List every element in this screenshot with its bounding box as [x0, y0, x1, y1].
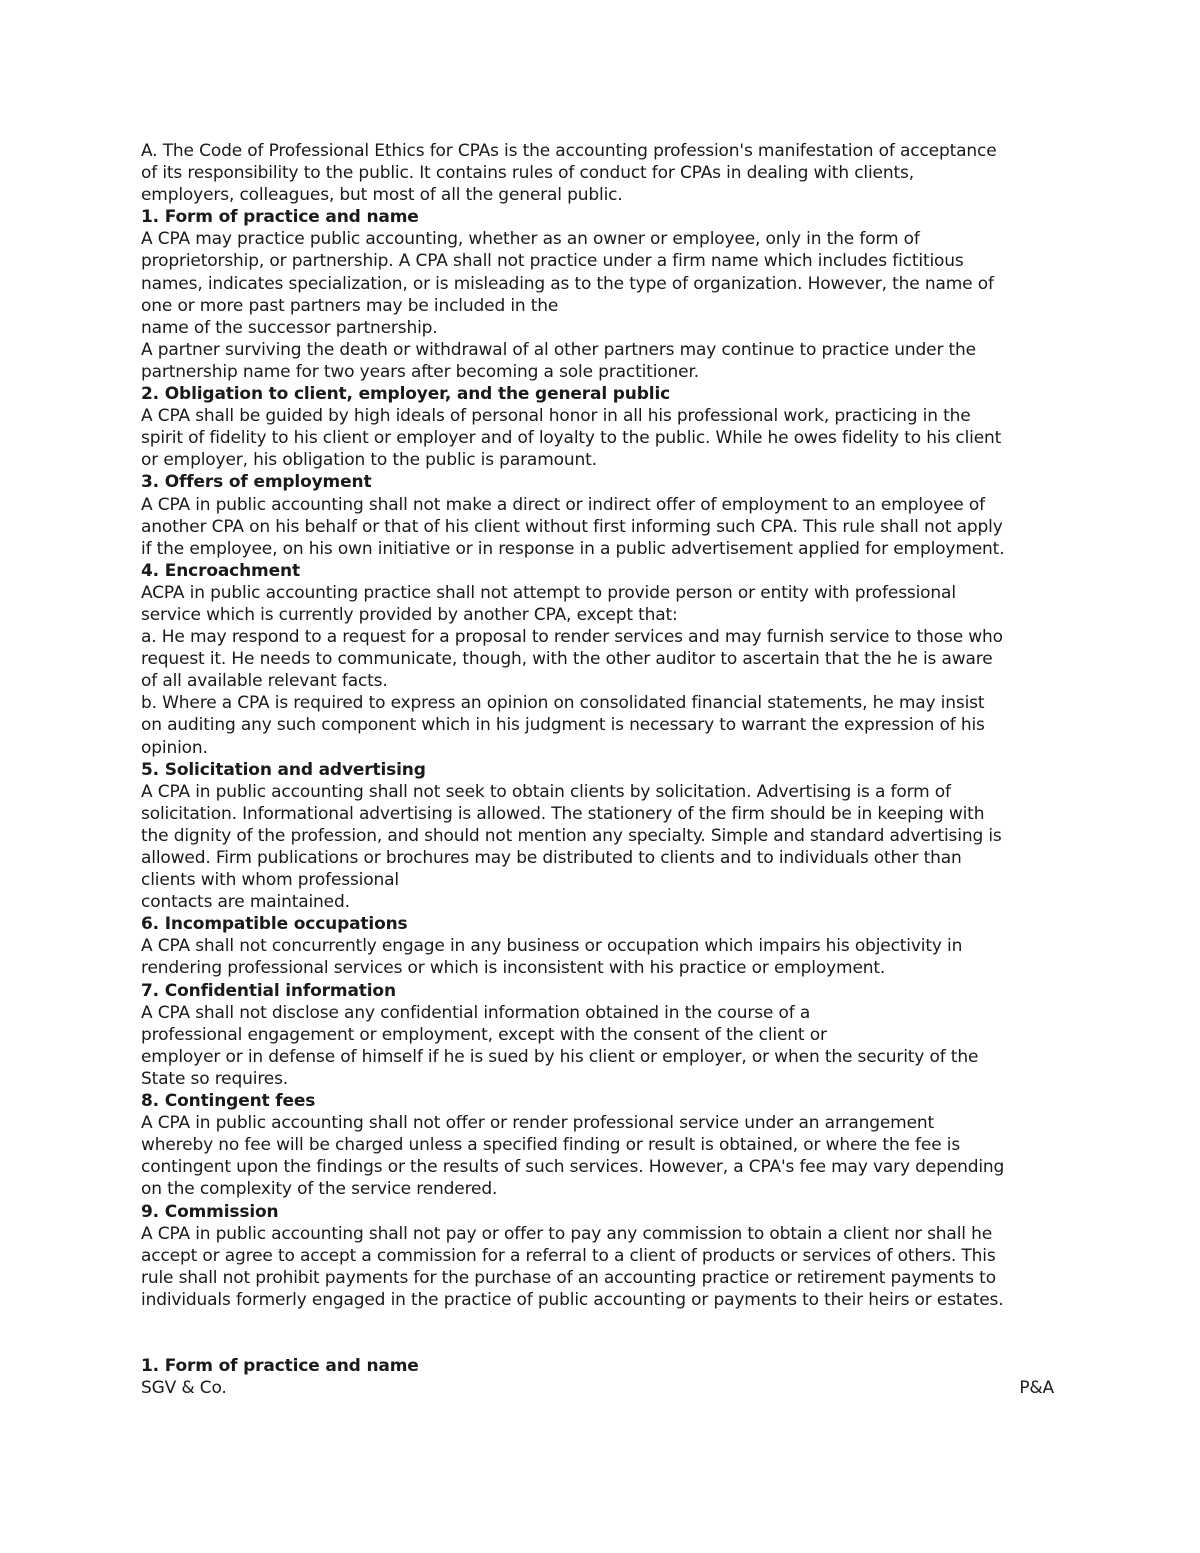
- firm-name-row: [141, 1377, 1054, 1399]
- text-line: employer or in defense of himself if he is sued by his client or employer, or when the security of the: [141, 1046, 979, 1067]
- section-confidential-information: [141, 980, 1061, 1090]
- text-line: spirit of fidelity to his client or employer and of loyalty to the public. While he owes fidelity to his client: [141, 428, 1002, 449]
- text-line: A CPA shall be guided by high ideals of personal honor in all his professional work, practicing in the: [141, 406, 971, 427]
- section-heading: 5. Solicitation and advertising: [141, 759, 426, 780]
- text-line: contacts are maintained.: [141, 892, 350, 913]
- text-line: a. He may respond to a request for a proposal to render services and may furnish service to those who: [141, 627, 1003, 648]
- text-line: individuals formerly engaged in the practice of public accounting or payments to their heirs or estates.: [141, 1289, 1004, 1310]
- section-incompatible-occupations: [141, 913, 1061, 979]
- text-line: A CPA in public accounting shall not seek to obtain clients by solicitation. Advertising is a form of: [141, 781, 951, 802]
- section-heading: 1. Form of practice and name: [141, 1355, 419, 1376]
- text-line: solicitation. Informational advertising is allowed. The stationery of the firm should be in keeping with: [141, 803, 985, 824]
- text-line: clients with whom professional: [141, 870, 399, 891]
- text-line: one or more past partners may be included in the: [141, 295, 559, 316]
- text-line: b. Where a CPA is required to express an opinion on consolidated financial statements, he may insist: [141, 693, 985, 714]
- text-line: service which is currently provided by another CPA, except that:: [141, 604, 678, 625]
- text-line: professional engagement or employment, except with the consent of the client or: [141, 1024, 827, 1045]
- section-encroachment: [141, 560, 1061, 759]
- section-heading: 2. Obligation to client, employer, and the general public: [141, 384, 671, 405]
- text-line: State so requires.: [141, 1068, 289, 1089]
- text-line: A CPA in public accounting shall not offer or render professional service under an arrangement: [141, 1113, 935, 1134]
- document-body: [141, 140, 1061, 1399]
- second-block: [141, 1355, 1061, 1399]
- firm-name-right: P&A: [1019, 1378, 1054, 1399]
- section-heading: 3. Offers of employment: [141, 472, 372, 493]
- section-contingent-fees: [141, 1090, 1061, 1200]
- paragraph-spacer: [141, 1311, 1061, 1355]
- section-heading: 1. Form of practice and name: [141, 207, 419, 228]
- text-line: rendering professional services or which is inconsistent with his practice or employment.: [141, 958, 886, 979]
- text-line: A CPA in public accounting shall not make a direct or indirect offer of employment to an employee of: [141, 494, 985, 515]
- section-heading: 6. Incompatible occupations: [141, 914, 408, 935]
- text-line: A CPA may practice public accounting, whether as an owner or employee, only in the form of: [141, 229, 920, 250]
- text-line: contingent upon the findings or the results of such services. However, a CPA's fee may vary depending: [141, 1157, 1005, 1178]
- intro-paragraph: [141, 140, 1061, 206]
- section-heading: 9. Commission: [141, 1201, 279, 1222]
- text-line: A CPA shall not concurrently engage in any business or occupation which impairs his objectivity in: [141, 936, 963, 957]
- section-offers-of-employment: [141, 471, 1061, 559]
- text-line: employers, colleagues, but most of all the general public.: [141, 185, 623, 206]
- text-line: opinion.: [141, 737, 208, 758]
- text-line: allowed. Firm publications or brochures may be distributed to clients and to individuals other than: [141, 848, 962, 868]
- section-heading: 8. Contingent fees: [141, 1091, 316, 1112]
- text-line: partnership name for two years after becoming a sole practitioner.: [141, 361, 700, 382]
- text-line: A partner surviving the death or withdrawal of al other partners may continue to practice under the: [141, 339, 976, 360]
- text-line: A CPA in public accounting shall not pay or offer to pay any commission to obtain a client nor shall he: [141, 1223, 993, 1244]
- text-line: of all available relevant facts.: [141, 671, 388, 692]
- text-line: request it. He needs to communicate, though, with the other auditor to ascertain that the he is aware: [141, 649, 993, 670]
- text-line: of its responsibility to the public. It contains rules of conduct for CPAs in dealing with clients,: [141, 163, 914, 184]
- text-line: the dignity of the profession, and should not mention any specialty. Simple and standard advertising is: [141, 825, 1002, 846]
- section-form-of-practice: [141, 206, 1061, 383]
- text-line: name of the successor partnership.: [141, 317, 438, 338]
- text-line: another CPA on his behalf or that of his client without first informing such CPA. This rule shall not apply: [141, 516, 1003, 537]
- section-heading: 4. Encroachment: [141, 560, 300, 581]
- text-line: ACPA in public accounting practice shall not attempt to provide person or entity with professional: [141, 582, 956, 603]
- section-heading: 7. Confidential information: [141, 980, 396, 1001]
- section-obligation: [141, 383, 1061, 471]
- text-line: or employer, his obligation to the public is paramount.: [141, 450, 597, 471]
- section-commission: [141, 1201, 1061, 1311]
- text-line: on the complexity of the service rendered.: [141, 1179, 498, 1200]
- text-line: A. The Code of Professional Ethics for CPAs is the accounting profession's manifestation of acceptance: [141, 141, 997, 161]
- text-line: names, indicates specialization, or is misleading as to the type of organization. However, the name of: [141, 273, 994, 294]
- text-line: proprietorship, or partnership. A CPA shall not practice under a firm name which includes fictitious: [141, 251, 964, 272]
- text-line: A CPA shall not disclose any confidential information obtained in the course of a: [141, 1002, 811, 1023]
- section-solicitation: [141, 759, 1061, 914]
- text-line: rule shall not prohibit payments for the purchase of an accounting practice or retirement payments to: [141, 1267, 996, 1288]
- text-line: if the employee, on his own initiative or in response in a public advertisement applied for employment.: [141, 538, 1005, 559]
- text-line: whereby no fee will be charged unless a specified finding or result is obtained, or where the fee is: [141, 1135, 961, 1156]
- firm-name-left: SGV & Co.: [141, 1378, 227, 1399]
- text-line: accept or agree to accept a commission for a referral to a client of products or services of others. This: [141, 1245, 996, 1266]
- text-line: on auditing any such component which in his judgment is necessary to warrant the expression of his: [141, 715, 985, 736]
